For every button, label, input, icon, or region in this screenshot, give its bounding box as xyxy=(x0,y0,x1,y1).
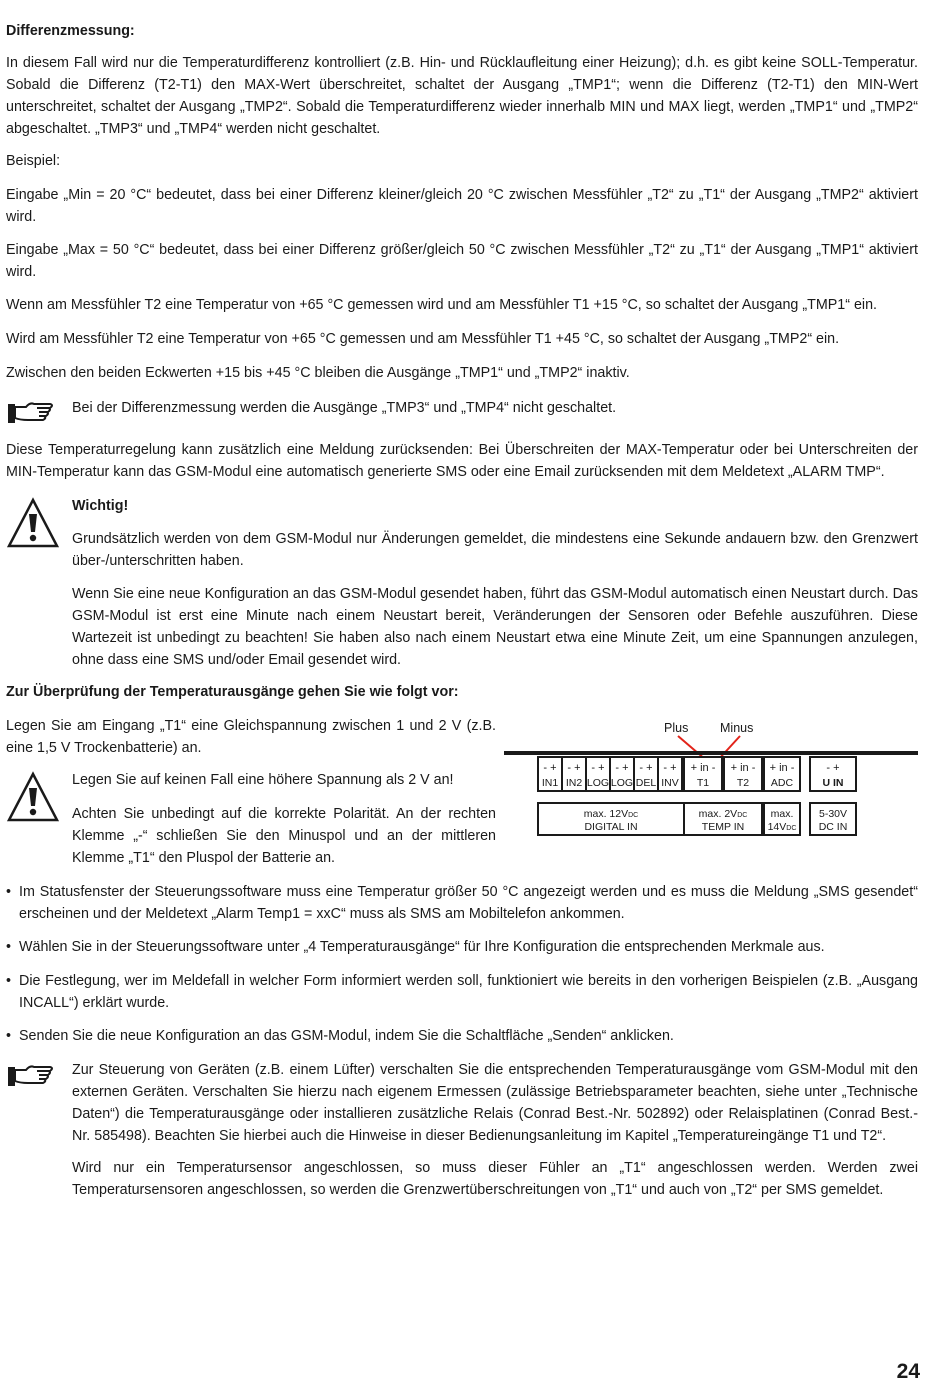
paragraph-alarm: Diese Temperaturregelung kann zusätzlich eine Meldung zurücksenden: Bei Überschreiten der MAX-Temperatur oder bei Unterschreiten der MIN-Temperatur kann das GSM-Modul eine automatisch generierte SMS oder eine Email zurücksenden mit dem Meldetext „ALARM TMP“. xyxy=(6,442,918,480)
warning-text-1: Grundsätzlich werden von dem GSM-Modul nur Änderungen gemeldet, die mindestens eine Sekunde andauern bzw. den Grenzwert über-/unterschritten haben. xyxy=(72,531,918,569)
voltage-line-2: DIGITAL IN xyxy=(584,821,638,833)
label-plus: Plus xyxy=(664,721,689,735)
terminal-label: INV xyxy=(661,777,679,789)
voltage-line-1: 5-30V xyxy=(818,808,848,820)
note-sensor: Wird nur ein Temperatursensor angeschlossen, so muss dieser Fühler an „T1“ angeschlossen werden. Werden zwei Temperatursensoren angeschlossen, so werden die Grenzwertüberschreitungen von „T1“ und auch von „T2“ per SMS gemeldet. xyxy=(72,1160,918,1198)
paragraph-example-2: Wird am Messfühler T2 eine Temperatur von +65 °C gemessen und am Messfühler T1 +45 °C, so schaltet der Ausgang „TMP2“ ein. xyxy=(6,331,840,347)
terminal-pins: + in - xyxy=(690,762,716,774)
warning2-text-2: Achten Sie unbedingt auf die korrekte Polarität. An der rechten Klemme „-“ schließen Sie den Minuspol und an der mittleren Klemme „T1“ den Pluspol der Batterie an. xyxy=(72,806,496,866)
voltage-line-1: max. xyxy=(770,808,794,820)
pointing-hand-icon xyxy=(6,1063,56,1094)
bullet-dot: • xyxy=(6,939,12,955)
voltage-boxes xyxy=(538,803,856,835)
paragraph-intro: In diesem Fall wird nur die Temperaturdifferenz kontrolliert (z.B. Hin- und Rücklaufleitung einer Heizung); d.h. es gibt keine SOLL-Temperatur. Sobald die Differenz (T2-T1) den MAX-Wert überschreitet, schaltet der Ausgang „TMP1“; wenn die Differenz (T2-T1) den MIN-Wert unterschreitet, schaltet der Ausgang „TMP2“. Sobald die Temperaturdifferenz wieder innerhalb MIN und MAX liegt, werden „TMP1“ und „TMP2“ abgeschaltet. „TMP3“ und „TMP4“ werden nicht geschaltet. xyxy=(6,55,918,137)
terminal-pins: - + xyxy=(826,762,840,774)
warning2-text-1: Legen Sie auf keinen Fall eine höhere Spannung als 2 V an! xyxy=(72,772,454,788)
paragraph-check: Legen Sie am Eingang „T1“ eine Gleichspannung zwischen 1 und 2 V (z.B. eine 1,5 V Trockenbatterie) an. xyxy=(6,718,496,756)
paragraph-max-example: Eingabe „Max = 50 °C“ bedeutet, dass bei einer Differenz größer/gleich 50 °C zwischen Messfühler „T2“ zu „T1“ der Ausgang „TMP1“ aktiviert wird. xyxy=(6,242,918,280)
terminal-blocks xyxy=(538,757,856,791)
paragraph-example-1: Wenn am Messfühler T2 eine Temperatur von +65 °C gemessen wird und am Messfühler T1 +15 °C, so schaltet der Ausgang „TMP1“ ein. xyxy=(6,297,877,313)
warning-triangle-icon xyxy=(6,497,60,554)
paragraph-min-example: Eingabe „Min = 20 °C“ bedeutet, dass bei einer Differenz kleiner/gleich 20 °C zwischen Messfühler „T2“ zu „T1“ der Ausgang „TMP2“ aktiviert wird. xyxy=(6,187,918,225)
heading-differenzmessung: Differenzmessung: xyxy=(6,23,135,39)
bullet-item xyxy=(6,970,918,1014)
terminal-pins: - + xyxy=(663,762,677,774)
warning-title: Wichtig! xyxy=(72,498,129,514)
warning-triangle-icon xyxy=(6,771,60,828)
note-geraete: Zur Steuerung von Geräten (z.B. einem Lüfter) verschalten Sie die entsprechenden Temperaturausgänge vom GSM-Modul mit den externen Geräten. Verschalten Sie hierzu nach eigenem Ermessen (zulässige Betriebsparameter beachten, siehe unter „Technische Daten“) die Temperaturausgänge oder installieren zusätzliche Relais (Conrad Best.-Nr. 502892) oder Relaisplatinen (Conrad Best.-Nr. 585498). Beachten Sie hierbei auch die Hinweise in dieser Bedienungsanleitung im Kapitel „Temperatureingänge T1 und T2“. xyxy=(72,1062,918,1144)
terminal-label: T2 xyxy=(736,777,750,789)
terminal-pins: - + xyxy=(543,762,557,774)
terminal-pins: - + xyxy=(639,762,653,774)
voltage-line-2: TEMP IN xyxy=(701,821,745,833)
terminal-pins: - + xyxy=(567,762,581,774)
terminal-label: ADC xyxy=(770,777,794,789)
terminal-pins: - + xyxy=(615,762,629,774)
terminal-pins: - + xyxy=(591,762,605,774)
paragraph-example-3: Zwischen den beiden Eckwerten +15 bis +45 °C bleiben die Ausgänge „TMP1“ und „TMP2“ inaktiv. xyxy=(6,365,630,381)
label-minus: Minus xyxy=(720,721,754,735)
terminal-label: LOG xyxy=(586,777,610,789)
bullet-dot: • xyxy=(6,973,12,989)
bullet-dot: • xyxy=(6,1028,12,1044)
bullet-item xyxy=(6,936,918,958)
bullet-item xyxy=(6,881,918,925)
terminal-pins: + in - xyxy=(769,762,795,774)
voltage-line-2: DC IN xyxy=(818,821,848,833)
note-differenzmessung: Bei der Differenzmessung werden die Ausgänge „TMP3“ und „TMP4“ nicht geschaltet. xyxy=(72,400,617,416)
warning-text-2: Wenn Sie eine neue Konfiguration an das GSM-Modul gesendet haben, führt das GSM-Modul automatisch einen Neustart durch. Das GSM-Modul ist erst eine Minute nach einem Neustart bereit, Veränderungen der Sensoren oder Befehle auszuführen. Diese Wartezeit ist unbedingt zu beachten! Sie haben also nach einem Neustart etwa eine Minute Zeit, um eine Spannungen anzulegen, ohne dass eine SMS und/oder Email gesendet wird. xyxy=(72,586,918,668)
bullet-dot: • xyxy=(6,884,12,900)
terminal-label: IN2 xyxy=(565,777,583,789)
terminal-label: T1 xyxy=(696,777,710,789)
voltage-line-2: 14VDC xyxy=(767,821,797,833)
bullet-text: Im Statusfenster der Steuerungssoftware muss eine Temperatur größer 50 °C angezeigt werden und es muss die Meldung „SMS gesendet“ erscheinen und der Meldetext „Alarm Temp1 = xxC“ muss als SMS am Mobiltelefon ankommen. xyxy=(19,884,918,922)
bullet-text: Wählen Sie in der Steuerungssoftware unter „4 Temperaturausgänge“ für Ihre Konfiguration die entsprechenden Merkmale aus. xyxy=(19,939,825,955)
terminal-label: LOG xyxy=(610,777,634,789)
paragraph-beispiel: Beispiel: xyxy=(6,153,61,169)
terminal-label: U IN xyxy=(822,777,844,789)
voltage-line-1: max. 2VDC xyxy=(698,808,748,820)
page-number: 24 xyxy=(896,1360,920,1383)
heading-check: Zur Überprüfung der Temperaturausgänge gehen Sie wie folgt vor: xyxy=(6,684,459,700)
terminal-pins: + in - xyxy=(730,762,756,774)
bullet-text: Die Festlegung, wer im Meldefall in welcher Form informiert werden soll, funktioniert wie bereits in den vorherigen Beispielen (z.B. „Ausgang INCALL“) erklärt wurde. xyxy=(19,973,918,1011)
terminal-label: IN1 xyxy=(541,777,559,789)
terminal-diagram xyxy=(504,716,918,842)
voltage-line-1: max. 12VDC xyxy=(583,808,639,820)
terminal-label: DEL xyxy=(635,777,657,789)
pointing-hand-icon xyxy=(6,400,56,431)
bullet-item xyxy=(6,1025,918,1047)
bullet-text: Senden Sie die neue Konfiguration an das GSM-Modul, indem Sie die Schaltfläche „Senden“ anklicken. xyxy=(19,1028,674,1044)
